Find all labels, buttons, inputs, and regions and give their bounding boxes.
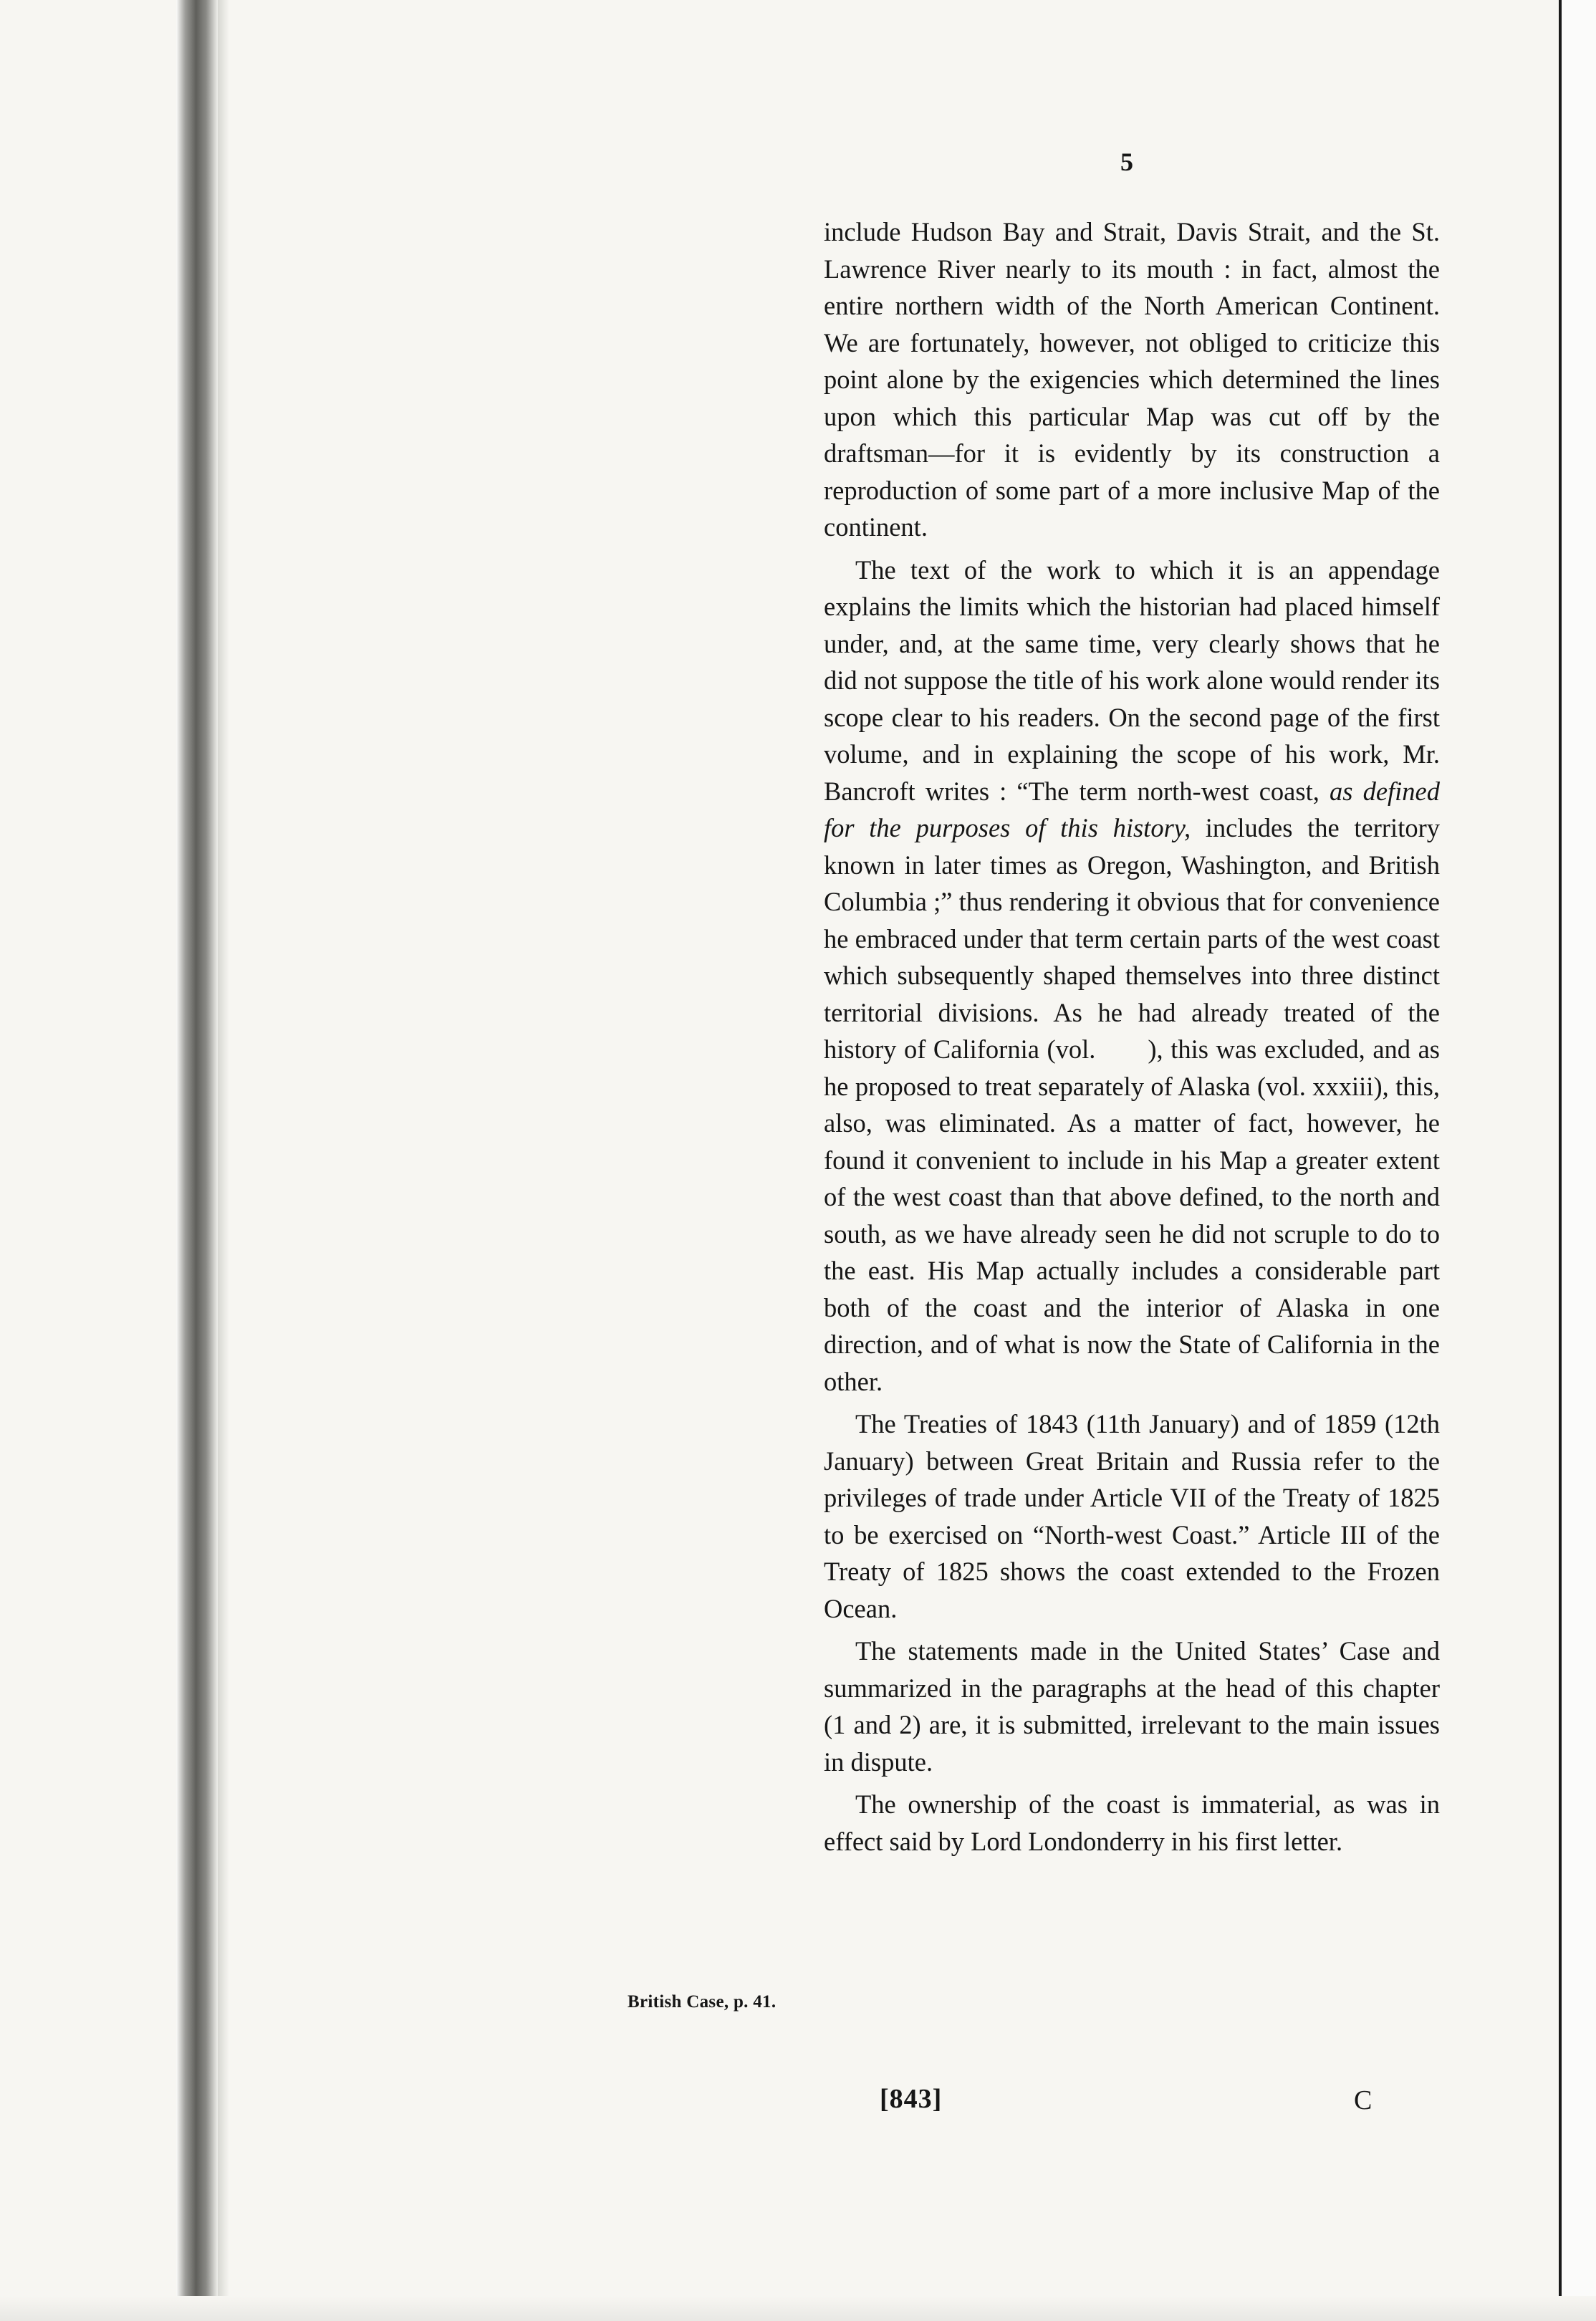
paragraph [824,1633,1440,1780]
paragraph-text: The ownership of the coast is immaterial, as was in effect said by Lord Londonderry in his first letter. [824,1789,1440,1856]
page-bottom-strip [0,2296,1596,2321]
paragraph-text: includes the territory known in later times as Oregon, Washington, and British Columbia ;” thus rendering it obvious that for convenience he embraced under that term certain parts of the west coast which subsequently shaped themselves into three distinct territorial divisions. As he had already treated of the history of California (vol. ), this was excluded, and as he proposed to treat separately of Alaska (vol. xxxiii), this, also, was eliminated. As a matter of fact, however, he found it convenient to include in his Map a greater extent of the west coast than that above defined, to the north and south, as we have already seen he did not scruple to do to the east. His Map actually includes a considerable part both of the coast and the interior of Alaska in one direction, and of what is now the State of California in the other. [824,813,1440,1396]
paragraph [824,213,1440,546]
margin-note: British Case, p. 41. [628,1992,777,2012]
right-gutter [1562,0,1596,2321]
page-number: 5 [1120,148,1133,176]
paragraph-text: The Treaties of 1843 (11th January) and of 1859 (12th January) between Great Britain and Russia refer to the privileges of trade under Article VII of the Treaty of 1825 to be exercised on “North-west Coast.” Article III of the Treaty of 1825 shows the coast extended to the Frozen Ocean. [824,1409,1440,1623]
sheet-letter: C [1354,2085,1373,2115]
binding-spine [176,0,218,2321]
italic-text: as defined for the purposes of this history, [824,776,1440,842]
paragraph [824,1405,1440,1627]
paragraph-text: The statements made in the United States’ Case and summarized in the paragraphs at the head of this chapter (1 and 2) are, it is submitted, irrelevant to the main issues in dispute. [824,1636,1440,1777]
paragraph-text: include Hudson Bay and Strait, Davis Strait, and the St. Lawrence River nearly to its mouth : in fact, almost the entire northern width of the North American Continent. We are fortunately, however, not obliged to criticize this point alone by the exigencies which determined the lines upon which this particular Map was cut off by the draftsman—for it is evidently by its construction a reproduction of some part of a more inclusive Map of the continent. [824,217,1440,542]
signature-mark: [843] [880,2084,943,2114]
paragraph [824,1786,1440,1860]
body-text [824,213,1440,1865]
paragraph [824,552,1440,1400]
spine-shadow [218,0,229,2321]
paragraph-text: The text of the work to which it is an appendage explains the limits which the historian had placed himself under, and, at the same time, very clearly shows that he did not suppose the title of his work alone would render its scope clear to his readers. On the second page of the first volume, and in explaining the scope of his work, Mr. Bancroft writes : “The term north-west coast, [824,554,1440,806]
